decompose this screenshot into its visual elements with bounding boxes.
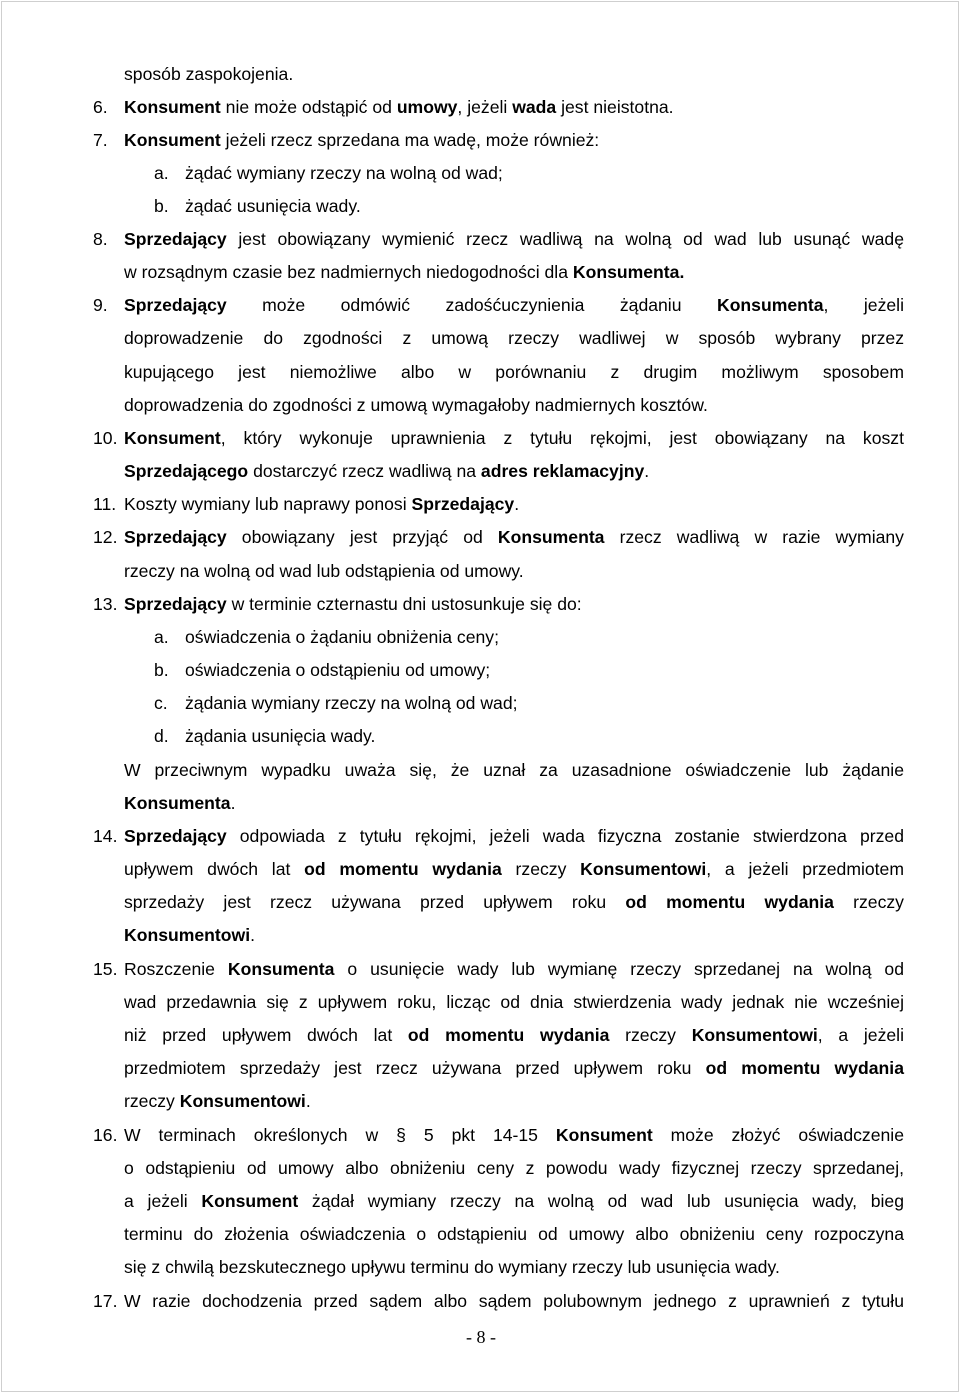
page-number: - 8 - (466, 1327, 496, 1347)
text-line: Sprzedający jest obowiązany wymienić rzecz wadliwą na wolną od wad lub usunąć wadę (124, 229, 904, 249)
item-number: 7. (93, 130, 108, 150)
item-number: 8. (93, 229, 108, 249)
text-line: żądania wymiany rzeczy na wolną od wad; (185, 693, 518, 713)
item-number: 12. (93, 527, 118, 547)
sub-item-letter: c. (154, 693, 168, 713)
text-line: terminu do złożenia oświadczenia o odstąpieniu od umowy albo obniżeniu ceny rozpoczyna (124, 1224, 904, 1244)
item-number: 14. (93, 826, 118, 846)
text-line: rzeczy na wolną od wad lub odstąpienia od umowy. (124, 561, 524, 581)
text-line: Konsument, który wykonuje uprawnienia z tytułu rękojmi, jest obowiązany na koszt (124, 428, 904, 448)
text-line: Konsument nie może odstąpić od umowy, jeżeli wada jest nieistotna. (124, 97, 674, 117)
text-line: doprowadzenie do zgodności z umową rzeczy wadliwej w sposób wybrany przez (124, 328, 904, 348)
text-line: kupującego jest niemożliwe albo w porównaniu z drugim możliwym sposobem (124, 362, 904, 382)
document-page (1, 1, 959, 1392)
item-number: 17. (93, 1291, 118, 1311)
item-number: 9. (93, 295, 108, 315)
item-number: 13. (93, 594, 118, 614)
text-line: Koszty wymiany lub naprawy ponosi Sprzedający. (124, 494, 520, 514)
text-line: Sprzedający obowiązany jest przyjąć od Konsumenta rzecz wadliwą w razie wymiany (124, 527, 904, 547)
text-line: W terminach określonych w § 5 pkt 14-15 Konsument może złożyć oświadczenie (124, 1125, 904, 1145)
text-line: Konsumenta. (124, 793, 236, 813)
text-line: sposób zaspokojenia. (124, 64, 294, 84)
text-line: Sprzedający w terminie czternastu dni ustosunkuje się do: (124, 594, 582, 614)
text-line: żądania usunięcia wady. (185, 726, 376, 746)
text-line: Sprzedający odpowiada z tytułu rękojmi, jeżeli wada fizyczna zostanie stwierdzona przed (124, 826, 904, 846)
text-line: Konsumentowi. (124, 925, 255, 945)
sub-item-letter: d. (154, 726, 169, 746)
text-line: wad przedawnia się z upływem roku, licząc od dnia stwierdzenia wady jednak nie wcześniej (124, 992, 904, 1012)
text-line: sprzedaży jest rzecz używana przed upływem roku od momentu wydania rzeczy (124, 892, 904, 912)
item-number: 10. (93, 428, 118, 448)
text-line: o odstąpieniu od umowy albo obniżeniu ceny z powodu wady fizycznej rzeczy sprzedanej, (124, 1158, 904, 1178)
text-line: żądać usunięcia wady. (185, 196, 361, 216)
text-line: W przeciwnym wypadku uważa się, że uznał za uzasadnione oświadczenie lub żądanie (124, 760, 904, 780)
text-line: rzeczy Konsumentowi. (124, 1091, 311, 1111)
text-line: się z chwilą bezskutecznego upływu terminu do wymiany rzeczy lub usunięcia wady. (124, 1257, 780, 1277)
sub-item-letter: a. (154, 627, 169, 647)
text-line: w rozsądnym czasie bez nadmiernych niedogodności dla Konsumenta. (124, 262, 685, 282)
text-line: Konsument jeżeli rzecz sprzedana ma wadę, może również: (124, 130, 600, 150)
text-line: a jeżeli Konsument żądał wymiany rzeczy na wolną od wad lub usunięcia wady, bieg (124, 1191, 904, 1211)
item-number: 6. (93, 97, 108, 117)
sub-item-letter: b. (154, 196, 169, 216)
text-line: Roszczenie Konsumenta o usunięcie wady lub wymianę rzeczy sprzedanej na wolną od (124, 959, 904, 979)
text-line: Sprzedający może odmówić zadośćuczynienia żądaniu Konsumenta, jeżeli (124, 295, 904, 315)
item-number: 16. (93, 1125, 118, 1145)
text-line: żądać wymiany rzeczy na wolną od wad; (185, 163, 503, 183)
item-number: 11. (93, 494, 117, 514)
text-line: upływem dwóch lat od momentu wydania rzeczy Konsumentowi, a jeżeli przedmiotem (124, 859, 904, 879)
text-line: oświadczenia o żądaniu obniżenia ceny; (185, 627, 499, 647)
text-line: doprowadzenia do zgodności z umową wymagałoby nadmiernych kosztów. (124, 395, 708, 415)
text-line: niż przed upływem dwóch lat od momentu wydania rzeczy Konsumentowi, a jeżeli (124, 1025, 904, 1045)
text-line: oświadczenia o odstąpieniu od umowy; (185, 660, 491, 680)
item-number: 15. (93, 959, 118, 979)
text-line: W razie dochodzenia przed sądem albo sądem polubownym jednego z uprawnień z tytułu (124, 1291, 904, 1311)
sub-item-letter: a. (154, 163, 169, 183)
text-line: przedmiotem sprzedaży jest rzecz używana przed upływem roku od momentu wydania (124, 1058, 904, 1078)
sub-item-letter: b. (154, 660, 169, 680)
text-line: Sprzedającego dostarczyć rzecz wadliwą na adres reklamacyjny. (124, 461, 650, 481)
